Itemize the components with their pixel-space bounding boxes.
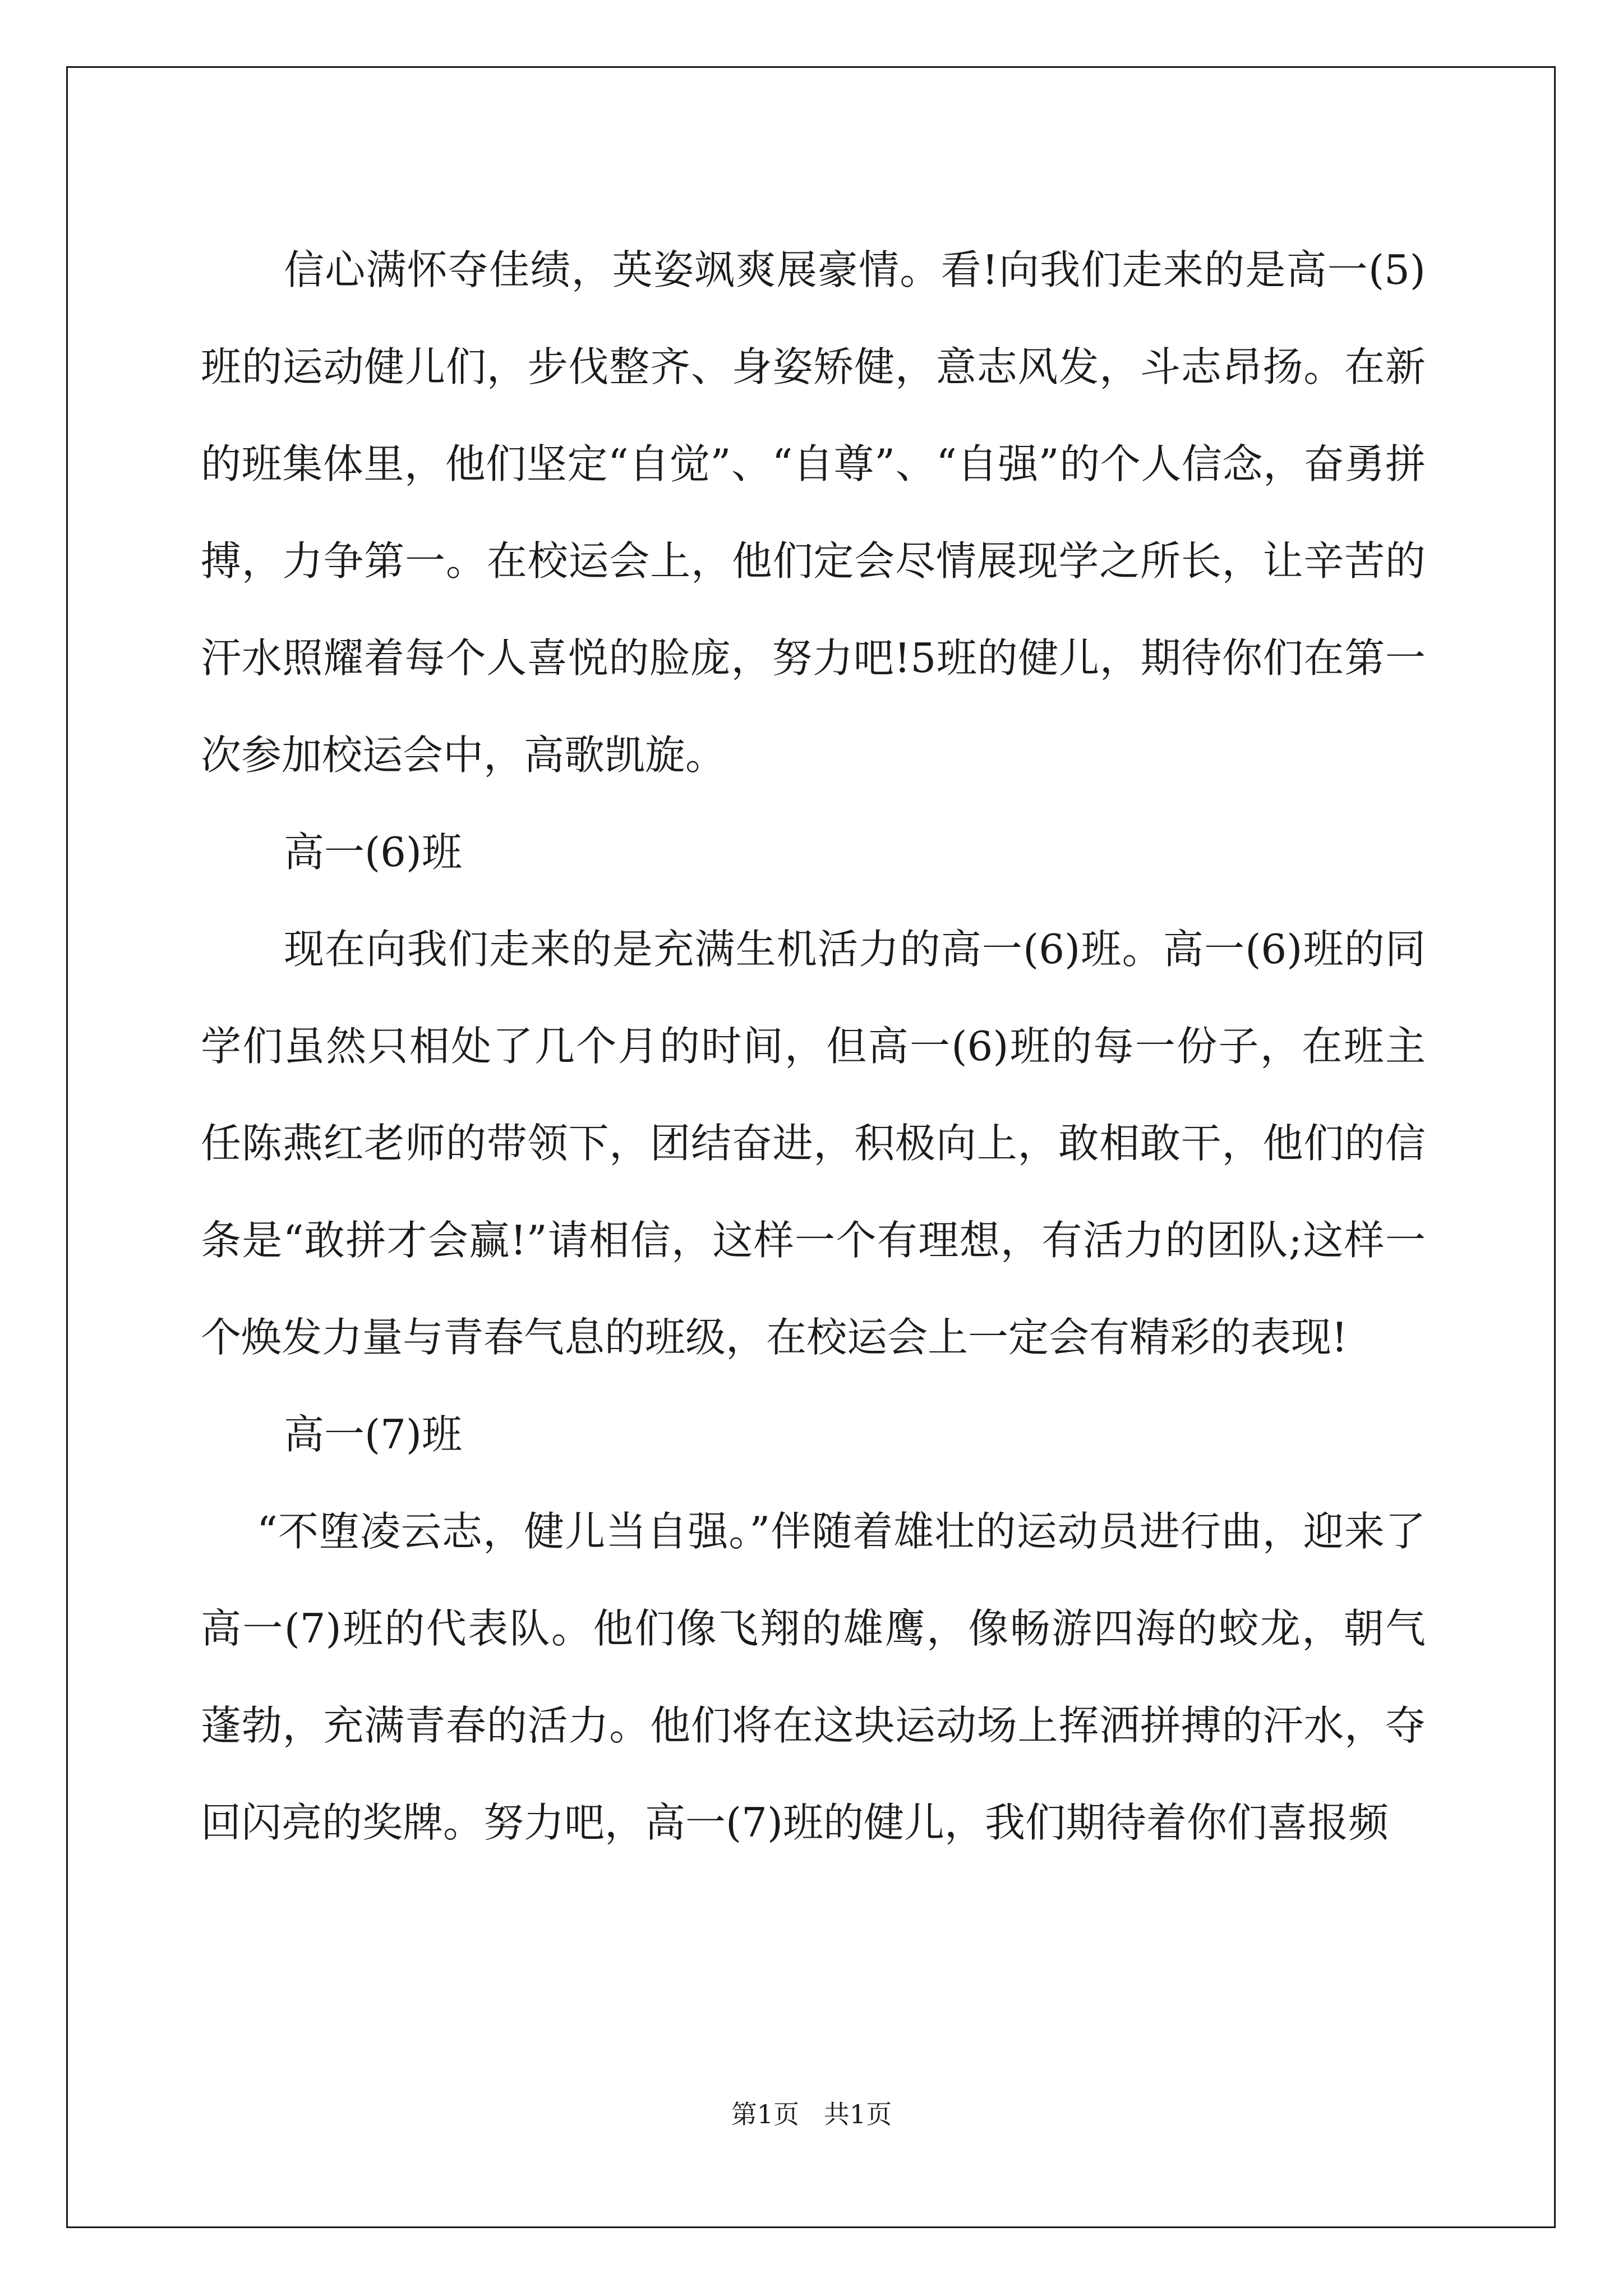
document-body (201, 222, 1426, 1871)
heading-class-6: 高一(6)班 (284, 829, 462, 876)
paragraph-class-7: “不堕凌云志，健儿当自强。”伴随着雄壮的运动员进行曲，迎来了高一(7)班的代表队。他们像飞翔的雄鹰，像畅游四海的蛟龙，朝气蓬勃，充满青春的活力。他们将在这块运动场上挥洒拼搏的汗水，夺回闪亮的奖牌。努力吧，高一(7)班的健儿，我们期待着你们喜报频 (201, 1508, 1426, 1846)
paragraph-class-5: 信心满怀夺佳绩，英姿飒爽展豪情。看!向我们走来的是高一(5)班的运动健儿们，步伐整齐、身姿矫健，意志风发，斗志昂扬。在新的班集体里，他们坚定“自觉”、“自尊”、“自强”的个人信念，奋勇拼搏，力争第一。在校运会上，他们定会尽情展现学之所长，让辛苦的汗水照耀着每个人喜悦的脸庞，努力吧!5班的健儿，期待你们在第一次参加校运会中，高歌凯旋。 (201, 246, 1426, 779)
heading-class-7: 高一(7)班 (284, 1411, 462, 1458)
paragraph-class-6: 现在向我们走来的是充满生机活力的高一(6)班。高一(6)班的同学们虽然只相处了几个月的时间，但高一(6)班的每一份子，在班主任陈燕红老师的带领下，团结奋进，积极向上，敢相敢干，他们的信条是“敢拼才会赢!”请相信，这样一个有理想，有活力的团队;这样一个焕发力量与青春气息的班级，在校运会上一定会有精彩的表现! (201, 926, 1426, 1361)
page-number-footer: 第1页 共1页 (731, 2099, 892, 2129)
